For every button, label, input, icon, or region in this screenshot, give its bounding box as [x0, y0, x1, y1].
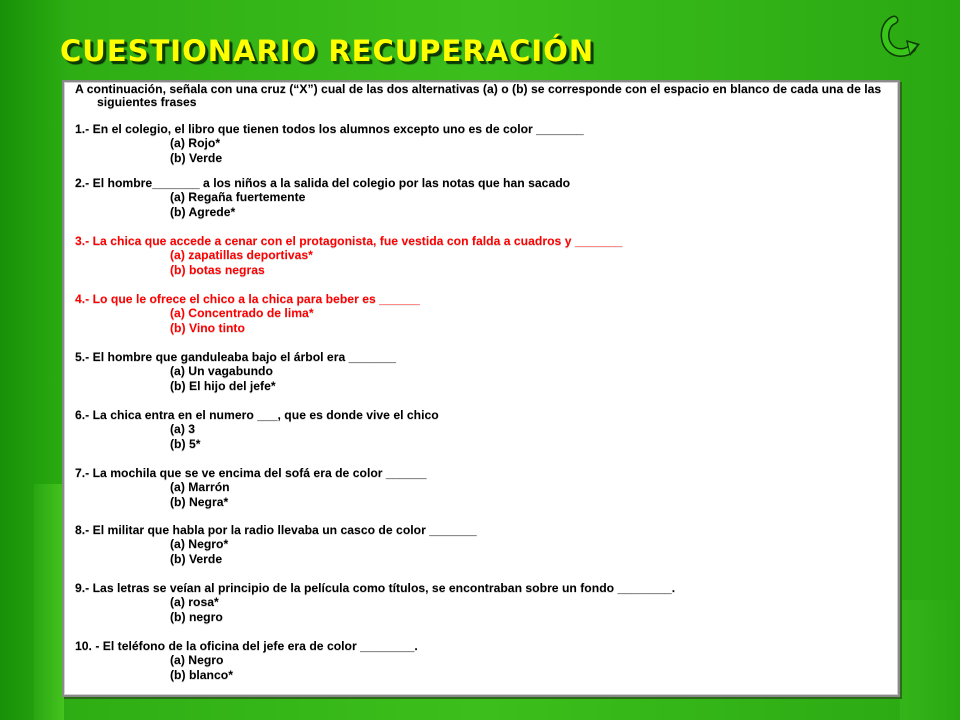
option-a: (a) Regaña fuertemente [170, 190, 306, 204]
question-8 [75, 524, 887, 567]
option-a: (a) zapatillas deportivas* [170, 248, 313, 262]
question-text: 7.- La mochila que se ve encima del sofá era de color ______ [75, 466, 427, 480]
option-a: (a) Marrón [170, 480, 230, 494]
option-b: (b) Verde [170, 552, 223, 566]
background-band-lower [34, 484, 64, 720]
questionnaire-content [75, 82, 887, 682]
option-b: (b) blanco* [170, 668, 233, 682]
question-text: 10. - El teléfono de la oficina del jefe era de color ________. [75, 639, 418, 653]
question-7 [75, 467, 887, 510]
green-arrow-return-icon [876, 14, 924, 62]
option-b: (b) Verde [170, 151, 223, 165]
option-a: (a) Negro* [170, 537, 229, 551]
option-a: (a) Concentrado de lima* [170, 306, 314, 320]
option-b: (b) negro [170, 610, 223, 624]
background-band-bottom-right [900, 600, 960, 720]
option-a: (a) Negro [170, 653, 224, 667]
option-b: (b) Agrede* [170, 205, 236, 219]
question-4 [75, 293, 887, 336]
option-b: (b) Vino tinto [170, 321, 245, 335]
question-text: 1.- En el colegio, el libro que tienen todos los alumnos excepto uno es de color _______ [75, 122, 584, 136]
question-text: 2.- El hombre_______ a los niños a la salida del colegio por las notas que han sacado [75, 176, 571, 190]
question-10 [75, 640, 887, 683]
question-9 [75, 582, 887, 625]
option-b: (b) botas negras [170, 263, 265, 277]
option-a: (a) rosa* [170, 595, 219, 609]
question-text: 6.- La chica entra en el numero ___, que es donde vive el chico [75, 408, 439, 422]
question-text: 9.- Las letras se veían al principio de la película como títulos, se encontraban sobre un fondo ________. [75, 581, 676, 595]
question-text: 5.- El hombre que ganduleaba bajo el árbol era _______ [75, 350, 397, 364]
question-text: 8.- El militar que habla por la radio llevaba un casco de color _______ [75, 523, 477, 537]
option-b: (b) Negra* [170, 495, 229, 509]
question-2 [75, 177, 887, 220]
option-a: (a) Rojo* [170, 136, 221, 150]
page-title: CUESTIONARIO RECUPERACIÓN [60, 34, 595, 68]
option-b: (b) El hijo del jefe* [170, 379, 276, 393]
questionnaire-panel [62, 80, 900, 697]
question-1 [75, 123, 887, 166]
question-3 [75, 235, 887, 278]
option-a: (a) Un vagabundo [170, 364, 273, 378]
question-text: 3.- La chica que accede a cenar con el protagonista, fue vestida con falda a cuadros y _______ [75, 234, 623, 248]
question-5 [75, 351, 887, 394]
option-a: (a) 3 [170, 422, 196, 436]
question-6 [75, 409, 887, 452]
intro-text: A continuación, señala con una cruz (“X”) cual de las dos alternativas (a) o (b) se corresponde con el espacio en blanco de cada una de las siguientes frases [75, 82, 882, 109]
question-text: 4.- Lo que le ofrece el chico a la chica para beber es ______ [75, 292, 420, 306]
option-b: (b) 5* [170, 437, 201, 451]
